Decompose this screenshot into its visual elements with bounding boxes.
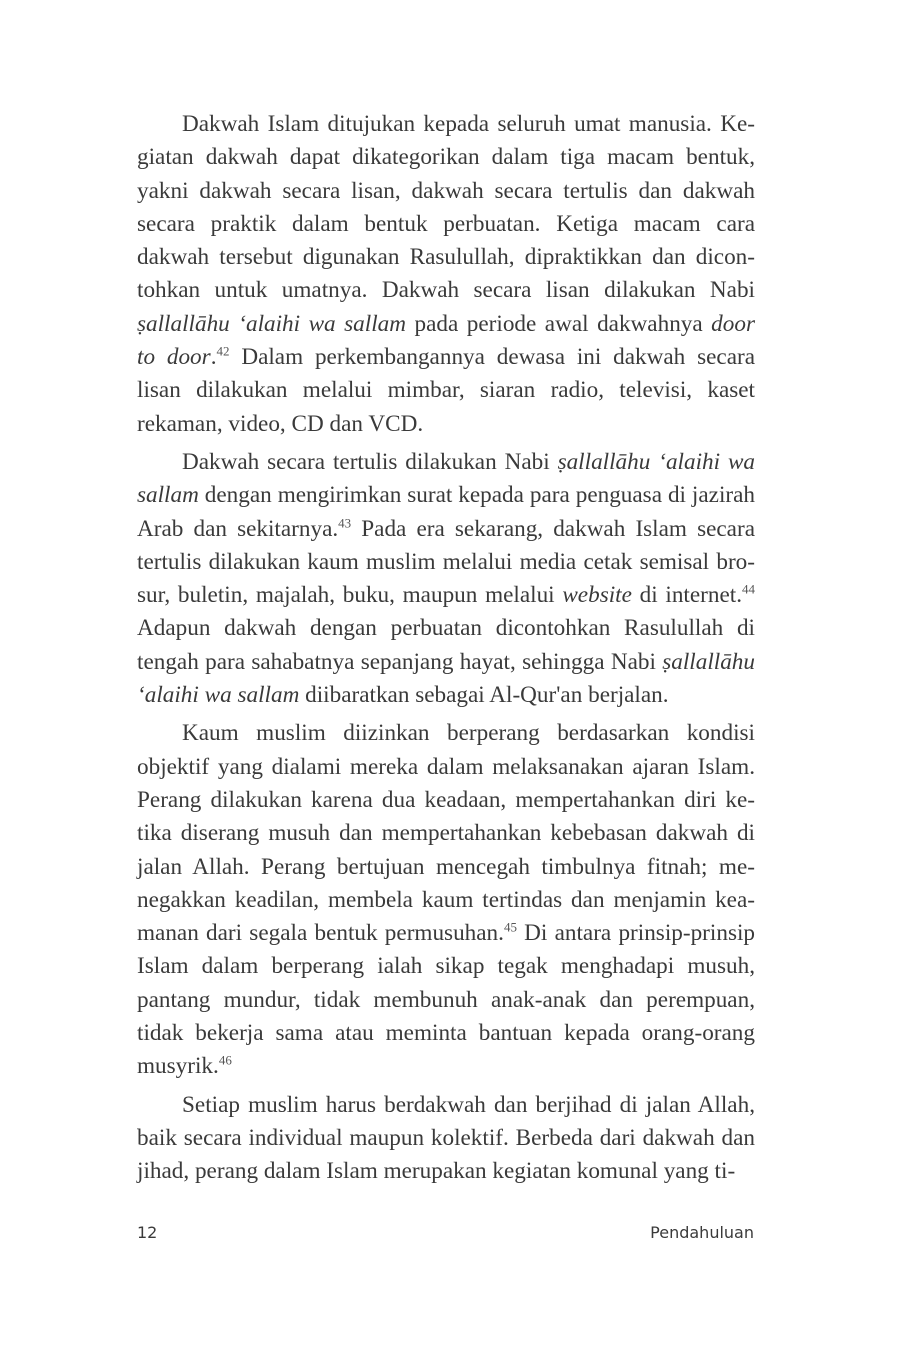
footnote-ref-42[interactable]: 42 xyxy=(216,343,230,359)
paragraph-1 xyxy=(137,108,755,441)
honorific-italic: ṣallallāhu ‘alaihi wa sallam xyxy=(137,648,755,709)
paragraph-4 xyxy=(137,1089,755,1189)
footnote-ref-43[interactable]: 43 xyxy=(338,515,352,531)
paragraph-3 xyxy=(137,717,755,1083)
paragraph-3-text: Kaum muslim diizinkan berperang berdasarkan kondisi objektif yang dialami mereka dalam melaksanakan ajaran Islam. Perang dilakukan karena dua keadaan, mempertahankan diri ketika diserang musuh dan mempertahankan kebebasan dakwah di jalan Allah. Perang bertujuan mencegah timbulnya fitnah; menegakkan keadilan, membela kaum tertindas dan menjamin keamanan dari segala bentuk permusuhan. xyxy=(137,720,755,947)
paragraph-2-text: di internet. xyxy=(631,582,742,609)
body-text xyxy=(137,108,755,1194)
paragraph-4-text: Setiap muslim harus berdakwah dan berjihad di jalan Allah, baik secara individual maupun kolektif. Berbeda dari dakwah dan jihad, perang dalam Islam merupakan kegiatan komunal yang ti- xyxy=(137,1091,755,1185)
footnote-ref-45[interactable]: 45 xyxy=(503,919,517,935)
running-footer-title: Pendahuluan xyxy=(650,1223,754,1242)
paragraph-2-text: dengan mengirimkan surat kepada para penguasa di jazirah Arab dan sekitarnya. xyxy=(137,482,755,542)
honorific-italic: ṣallallāhu ‘alaihi wa sallam xyxy=(137,310,406,337)
paragraph-3-text: Di antara prinsip-prinsip Islam dalam berperang ialah sikap tegak menghadapi musuh, pantang mundur, tidak membunuh anak-anak dan perempuan, tidak bekerja sama atau meminta bantuan kepada orang-orang musyrik. xyxy=(137,920,755,1080)
honorific-italic: ṣallallāhu ‘alaihi wa sallam xyxy=(137,448,755,509)
footnote-ref-46[interactable]: 46 xyxy=(218,1052,232,1068)
paragraph-1-text: Dakwah Islam ditujukan kepada seluruh umat manusia. Kegiatan dakwah dapat dikategorikan dalam tiga macam bentuk, yakni dakwah secara lisan, dakwah secara tertulis dan dakwah secara praktik dalam bentuk perbuatan. Ketiga macam cara dakwah tersebut digunakan Rasulullah, dipraktikkan dan dicontohkan untuk umatnya. Dakwah secara lisan dilakukan Nabi xyxy=(137,111,755,304)
door-to-door-italic: door to door xyxy=(137,310,755,371)
paragraph-2-text: Dakwah secara tertulis dilakukan Nabi xyxy=(182,448,558,475)
paragraph-1-text: . xyxy=(210,344,217,371)
footnote-ref-44[interactable]: 44 xyxy=(742,581,755,597)
page-number: 12 xyxy=(137,1223,158,1242)
website-italic: website xyxy=(562,582,632,609)
paragraph-1-text: pada periode awal dakwahnya xyxy=(406,310,712,337)
paragraph-1-text: Dalam perkembangannya dewasa ini dakwah secara lisan dilakukan melalui mimbar, siaran radio, televisi, kaset rekaman, video, CD dan VCD. xyxy=(137,344,756,437)
paragraph-2 xyxy=(137,446,755,712)
paragraph-2-text: Pada era sekarang, dakwah Islam secara tertulis dilakukan kaum muslim melalui media cetak semisal brosur, buletin, majalah, buku, maupun melalui xyxy=(137,515,755,609)
paragraph-2-text: diibaratkan sebagai Al-Qur'an berjalan. xyxy=(299,682,669,709)
paragraph-2-text: Adapun dakwah dengan perbuatan dicontohkan Rasulullah di tengah para sahabatnya sepanjang hayat, sehingga Nabi xyxy=(137,615,755,675)
